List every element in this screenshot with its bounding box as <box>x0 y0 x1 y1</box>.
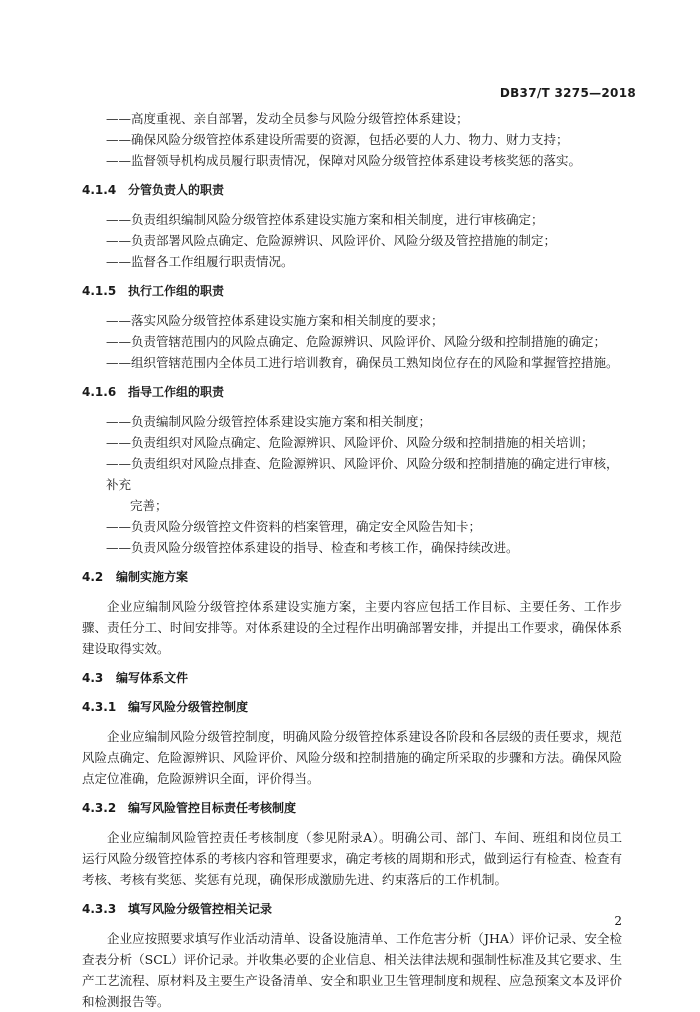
list-item: ——负责组织对风险点确定、危险源辨识、风险评价、风险分级和控制措施的相关培训； <box>106 435 594 450</box>
section-number: 4.1.5 <box>82 284 117 298</box>
list-item-continuation: 完善； <box>130 498 168 513</box>
list-item: ——负责部署风险点确定、危险源辨识、风险评价、风险分级及管控措施的制定； <box>106 233 557 248</box>
section-title: 指导工作组的职责 <box>128 385 225 399</box>
section-heading-4-1-6 <box>82 382 622 402</box>
list-item: ——负责管辖范围内的风险点确定、危险源辨识、风险评价、风险分级和控制措施的确定； <box>106 334 607 349</box>
list-item: ——高度重视、亲自部署，发动全员参与风险分级管控体系建设； <box>106 111 469 126</box>
list-item-text: ——负责组织对风险点排查、危险源辨识、风险评价、风险分级和控制措施的确定进行审核，补充 <box>106 456 619 492</box>
section-title: 分管负责人的职责 <box>128 183 225 197</box>
document-code: DB37/T 3275—2018 <box>499 86 636 100</box>
section-heading-4-3-1 <box>82 697 622 717</box>
section-number: 4.3.3 <box>82 902 117 916</box>
page-number: 2 <box>614 914 622 928</box>
section-title: 编写体系文件 <box>116 671 189 685</box>
section-4-1-4-list <box>82 209 622 272</box>
section-heading-4-3-3 <box>82 899 622 919</box>
section-heading-4-2 <box>82 567 622 587</box>
list-item: ——落实风险分级管控体系建设实施方案和相关制度的要求； <box>106 313 444 328</box>
list-item: ——确保风险分级管控体系建设所需要的资源，包括必要的人力、物力、财力支持； <box>106 132 569 147</box>
section-number: 4.1.6 <box>82 385 117 399</box>
section-title: 编写风险管控目标责任考核制度 <box>128 801 297 815</box>
section-heading-4-3-2 <box>82 798 622 818</box>
list-item <box>106 453 622 516</box>
section-title: 执行工作组的职责 <box>128 284 225 298</box>
section-4-3-2-paragraph: 企业应编制风险管控责任考核制度（参见附录A）。明确公司、部门、车间、班组和岗位员工运行风险分级管控体系的考核内容和管理要求，确定考核的周期和形式，做到运行有检查、检查有考核、考核有奖惩、奖惩有兑现，确保形成激励先进、约束落后的工作机制。 <box>82 830 622 887</box>
top-duty-list <box>82 108 622 171</box>
list-item: ——组织管辖范围内全体员工进行培训教育，确保员工熟知岗位存在的风险和掌握管控措施。 <box>106 355 619 370</box>
section-heading-4-1-4 <box>82 180 622 200</box>
section-number: 4.1.4 <box>82 183 117 197</box>
list-item: ——监督各工作组履行职责情况。 <box>106 254 294 269</box>
list-item: ——负责组织编制风险分级管控体系建设实施方案和相关制度，进行审核确定； <box>106 212 544 227</box>
section-4-2-paragraph: 企业应编制风险分级管控体系建设实施方案，主要内容应包括工作目标、主要任务、工作步骤、责任分工、时间安排等。对体系建设的全过程作出明确部署安排，并提出工作要求，确保体系建设取得实效。 <box>82 599 622 656</box>
section-title: 编写风险分级管控制度 <box>128 700 249 714</box>
section-number: 4.3 <box>82 671 104 685</box>
list-item: ——负责风险分级管控体系建设的指导、检查和考核工作，确保持续改进。 <box>106 540 519 555</box>
section-4-3-3-paragraph: 企业应按照要求填写作业活动清单、设备设施清单、工作危害分析（JHA）评价记录、安全检查表分析（SCL）评价记录。并收集必要的企业信息、相关法律法规和强制性标准及其它要求、生产工艺流程、原材料及主要生产设备清单、安全和职业卫生管理制度和规程、应急预案文本及评价和检测报告等。 <box>82 931 622 1009</box>
list-item: ——负责编制风险分级管控体系建设实施方案和相关制度； <box>106 414 432 429</box>
section-4-1-6-list <box>82 411 622 558</box>
section-heading-4-3 <box>82 668 622 688</box>
section-4-3-1-paragraph: 企业应编制风险分级管控制度，明确风险分级管控体系建设各阶段和各层级的责任要求，规范风险点确定、危险源辨识、风险评价、风险分级和控制措施的确定所采取的步骤和方法。确保风险点定位准确，危险源辨识全面，评价得当。 <box>82 729 622 786</box>
list-item: ——监督领导机构成员履行职责情况，保障对风险分级管控体系建设考核奖惩的落实。 <box>106 153 582 168</box>
section-number: 4.2 <box>82 570 104 584</box>
section-heading-4-1-5 <box>82 281 622 301</box>
section-title: 填写风险分级管控相关记录 <box>128 902 273 916</box>
section-number: 4.3.2 <box>82 801 117 815</box>
document-body <box>82 108 622 1012</box>
list-item: ——负责风险分级管控文件资料的档案管理，确定安全风险告知卡； <box>106 519 482 534</box>
section-number: 4.3.1 <box>82 700 117 714</box>
section-title: 编制实施方案 <box>116 570 189 584</box>
section-4-1-5-list <box>82 310 622 373</box>
